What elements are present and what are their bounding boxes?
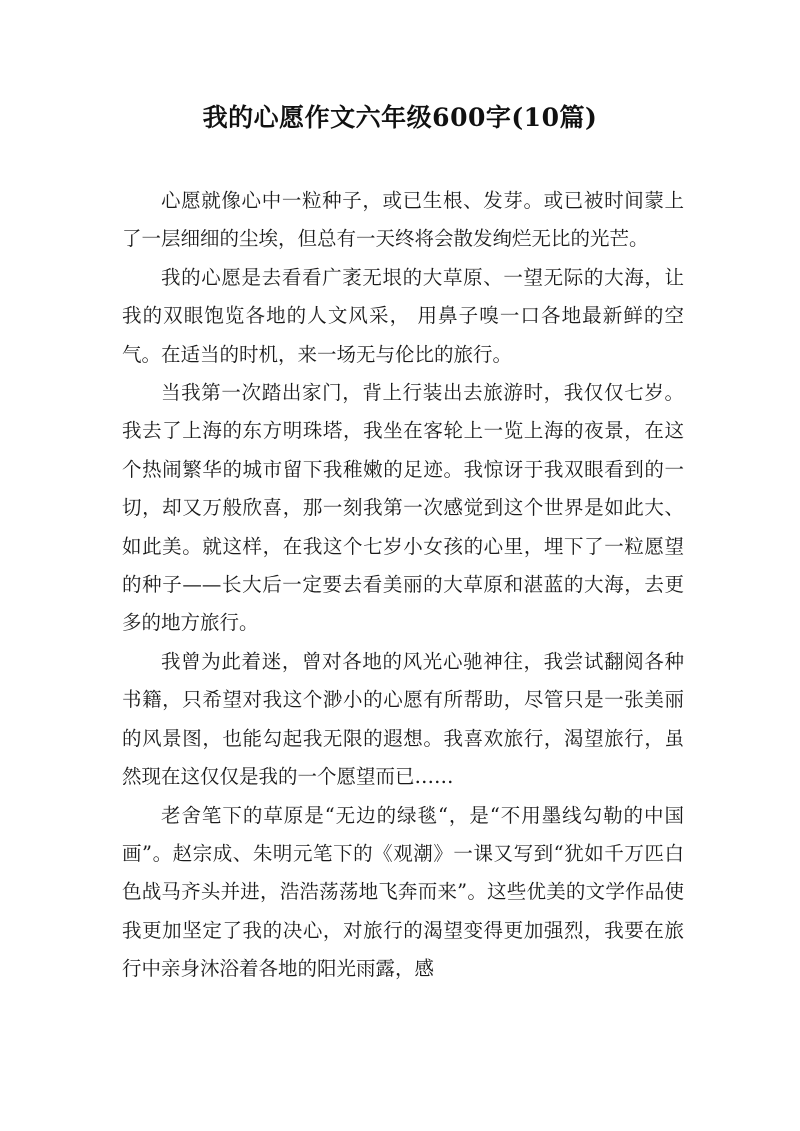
paragraph: 老舍笔下的草原是“无边的绿毯“，是“不用墨线勾勒的中国画”。赵宗成、朱明元笔下的《观潮》一课又写到“犹如千万匹白色战马齐头并进，浩浩荡荡地飞奔而来”。这些优美的文学作品使我更加坚定了我的决心，对旅行的渴望变得更加强烈，我要在旅行中亲身沐浴着各地的阳光雨露，感	[122, 803, 684, 981]
paragraph: 我的心愿是去看看广袤无垠的大草原、一望无际的大海，让我的双眼饱览各地的人文风采， 用鼻子嗅一口各地最新鲜的空气。在适当的时机，来一场无与伦比的旅行。	[122, 265, 684, 366]
document-title: 我的心愿作文六年级600字(10篇)	[202, 103, 598, 132]
document-body	[122, 182, 684, 989]
paragraph: 当我第一次踏出家门，背上行装出去旅游时，我仅仅七岁。我去了上海的东方明珠塔，我坐在客轮上一览上海的夜景，在这个热闹繁华的城市留下我稚嫩的足迹。我惊讶于我双眼看到的一切，却又万般欣喜，那一刻我第一次感觉到这个世界是如此大、如此美。就这样，在我这个七岁小女孩的心里，埋下了一粒愿望的种子——长大后一定要去看美丽的大草原和湛蓝的大海，去更多的地方旅行。	[122, 381, 684, 635]
paragraph: 心愿就像心中一粒种子，或已生根、发芽。或已被时间蒙上了一层细细的尘埃，但总有一天终将会散发绚烂无比的光芒。	[122, 189, 684, 251]
paragraph: 我曾为此着迷，曾对各地的风光心驰神往，我尝试翻阅各种书籍，只希望对我这个渺小的心愿有所帮助，尽管只是一张美丽的风景图，也能勾起我无限的遐想。我喜欢旅行，渴望旅行，虽然现在这仅仅是我的一个愿望而已……	[122, 649, 684, 789]
